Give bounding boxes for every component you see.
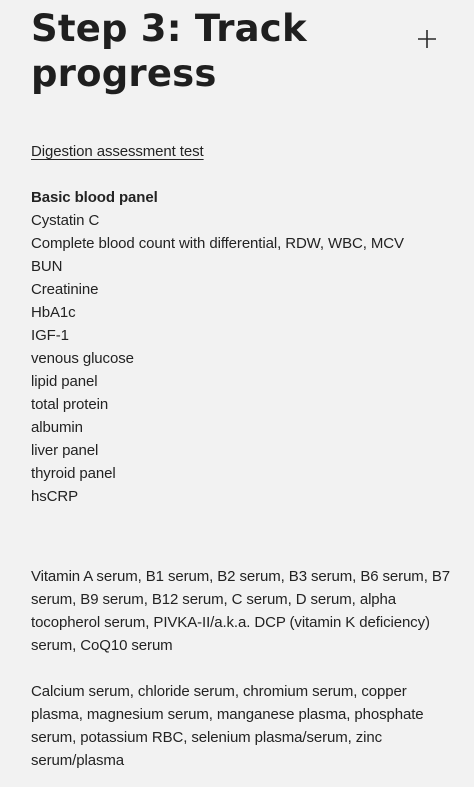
blood-panel-item: HbA1c [31,304,76,321]
plus-icon [416,28,438,50]
expand-section-button[interactable] [416,28,438,50]
section-content [31,140,451,787]
blood-panel-item: lipid panel [31,373,98,390]
mineral-tests-paragraph: Calcium serum, chloride serum, chromium serum, copper plasma, magnesium serum, manganese plasma, phosphate serum, potassium RBC, selenium plasma/serum, zinc serum/plasma [31,683,424,769]
blood-panel-item: venous glucose [31,350,134,367]
page-title-line-2: progress [31,52,217,95]
blood-panel-item: Creatinine [31,281,99,298]
blood-panel-item: Cystatin C [31,212,100,229]
blood-panel-item: thyroid panel [31,465,116,482]
blood-panel-item: IGF-1 [31,327,69,344]
blood-panel-item: albumin [31,419,83,436]
blood-panel-title: Basic blood panel [31,189,158,206]
blood-panel-item: total protein [31,396,109,413]
blood-panel-item: liver panel [31,442,99,459]
blood-panel-item: hsCRP [31,488,79,505]
blood-panel-item: Complete blood count with differential, RDW, WBC, MCV [31,235,404,252]
page-title [31,6,411,96]
vitamin-tests-paragraph: Vitamin A serum, B1 serum, B2 serum, B3 serum, B6 serum, B7 serum, B9 serum, B12 serum, C serum, D serum, alpha tocopherol serum, PIVKA-II/a.k.a. DCP (vitamin K deficiency) serum, CoQ10 serum [31,568,450,654]
blood-panel-item: BUN [31,258,63,275]
page-title-line-1: Step 3: Track [31,7,307,50]
blood-panel-list [31,209,451,508]
digestion-assessment-link[interactable]: Digestion assessment test [31,143,204,160]
